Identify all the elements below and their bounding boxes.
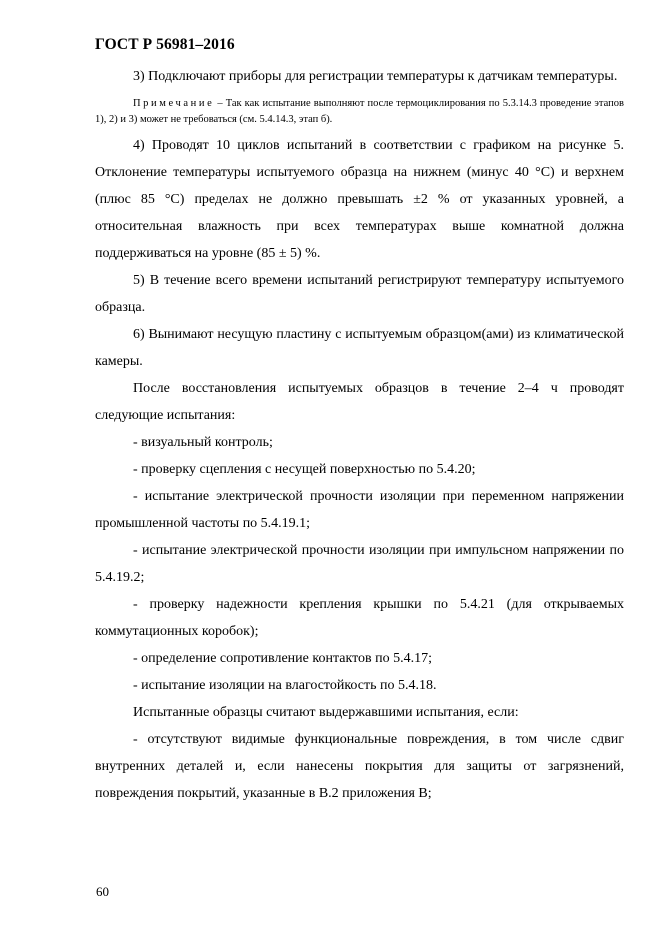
list-item: - испытание изоляции на влагостойкость по 5.4.18.: [133, 678, 437, 693]
standard-header: ГОСТ Р 56981–2016: [95, 36, 235, 53]
list-item: - визуальный контроль;: [133, 435, 273, 450]
paragraph-step-4: 4) Проводят 10 циклов испытаний в соответствии с графиком на рисунке 5. Отклонение температуры испытуемого образца на нижнем (минус 40 °С) и верхнем (плюс 85 °С) пределах не должно превышать ±2 % от указанных уровней, а относительная влажность при всех температурах выше комнатной должна поддерживаться на уровне (85 ± 5) %.: [95, 138, 624, 261]
note-text: – Так как испытание выполняют после термоциклирования по 5.3.14.3 проведение этапов 1), 2) и 3) может не требоваться (см. 5.4.14.3, этап б).: [95, 98, 624, 125]
paragraph-step-6: 6) Вынимают несущую пластину с испытуемым образцом(ами) из климатической камеры.: [95, 327, 624, 369]
list-item: - проверку надежности крепления крышки по 5.4.21 (для открываемых коммутационных коробок);: [95, 597, 624, 639]
note-label: Примечание: [133, 98, 215, 109]
list-item: - отсутствуют видимые функциональные повреждения, в том числе сдвиг внутренних деталей и, если нанесены покрытия для защиты от загрязнений, повреждения покрытий, указанные в В.2 приложения В;: [95, 732, 624, 801]
list-item: - определение сопротивление контактов по 5.4.17;: [133, 651, 433, 666]
paragraph-step-5: 5) В течение всего времени испытаний регистрируют температуру испытуемого образца.: [95, 273, 624, 315]
note: [95, 96, 624, 128]
list-item: - испытание электрической прочности изоляции при переменном напряжении промышленной частоты по 5.4.19.1;: [95, 489, 624, 531]
paragraph-step-3: 3) Подключают приборы для регистрации температуры к датчикам температуры.: [133, 69, 618, 84]
list-item: - испытание электрической прочности изоляции при импульсном напряжении по 5.4.19.2;: [95, 543, 624, 585]
body-text: [95, 63, 624, 807]
paragraph-after-recovery: После восстановления испытуемых образцов в течение 2–4 ч проводят следующие испытания:: [95, 381, 624, 423]
paragraph-criteria: Испытанные образцы считают выдержавшими испытания, если:: [133, 705, 519, 720]
list-item: - проверку сцепления с несущей поверхностью по 5.4.20;: [133, 462, 476, 477]
page-number: 60: [96, 884, 109, 899]
